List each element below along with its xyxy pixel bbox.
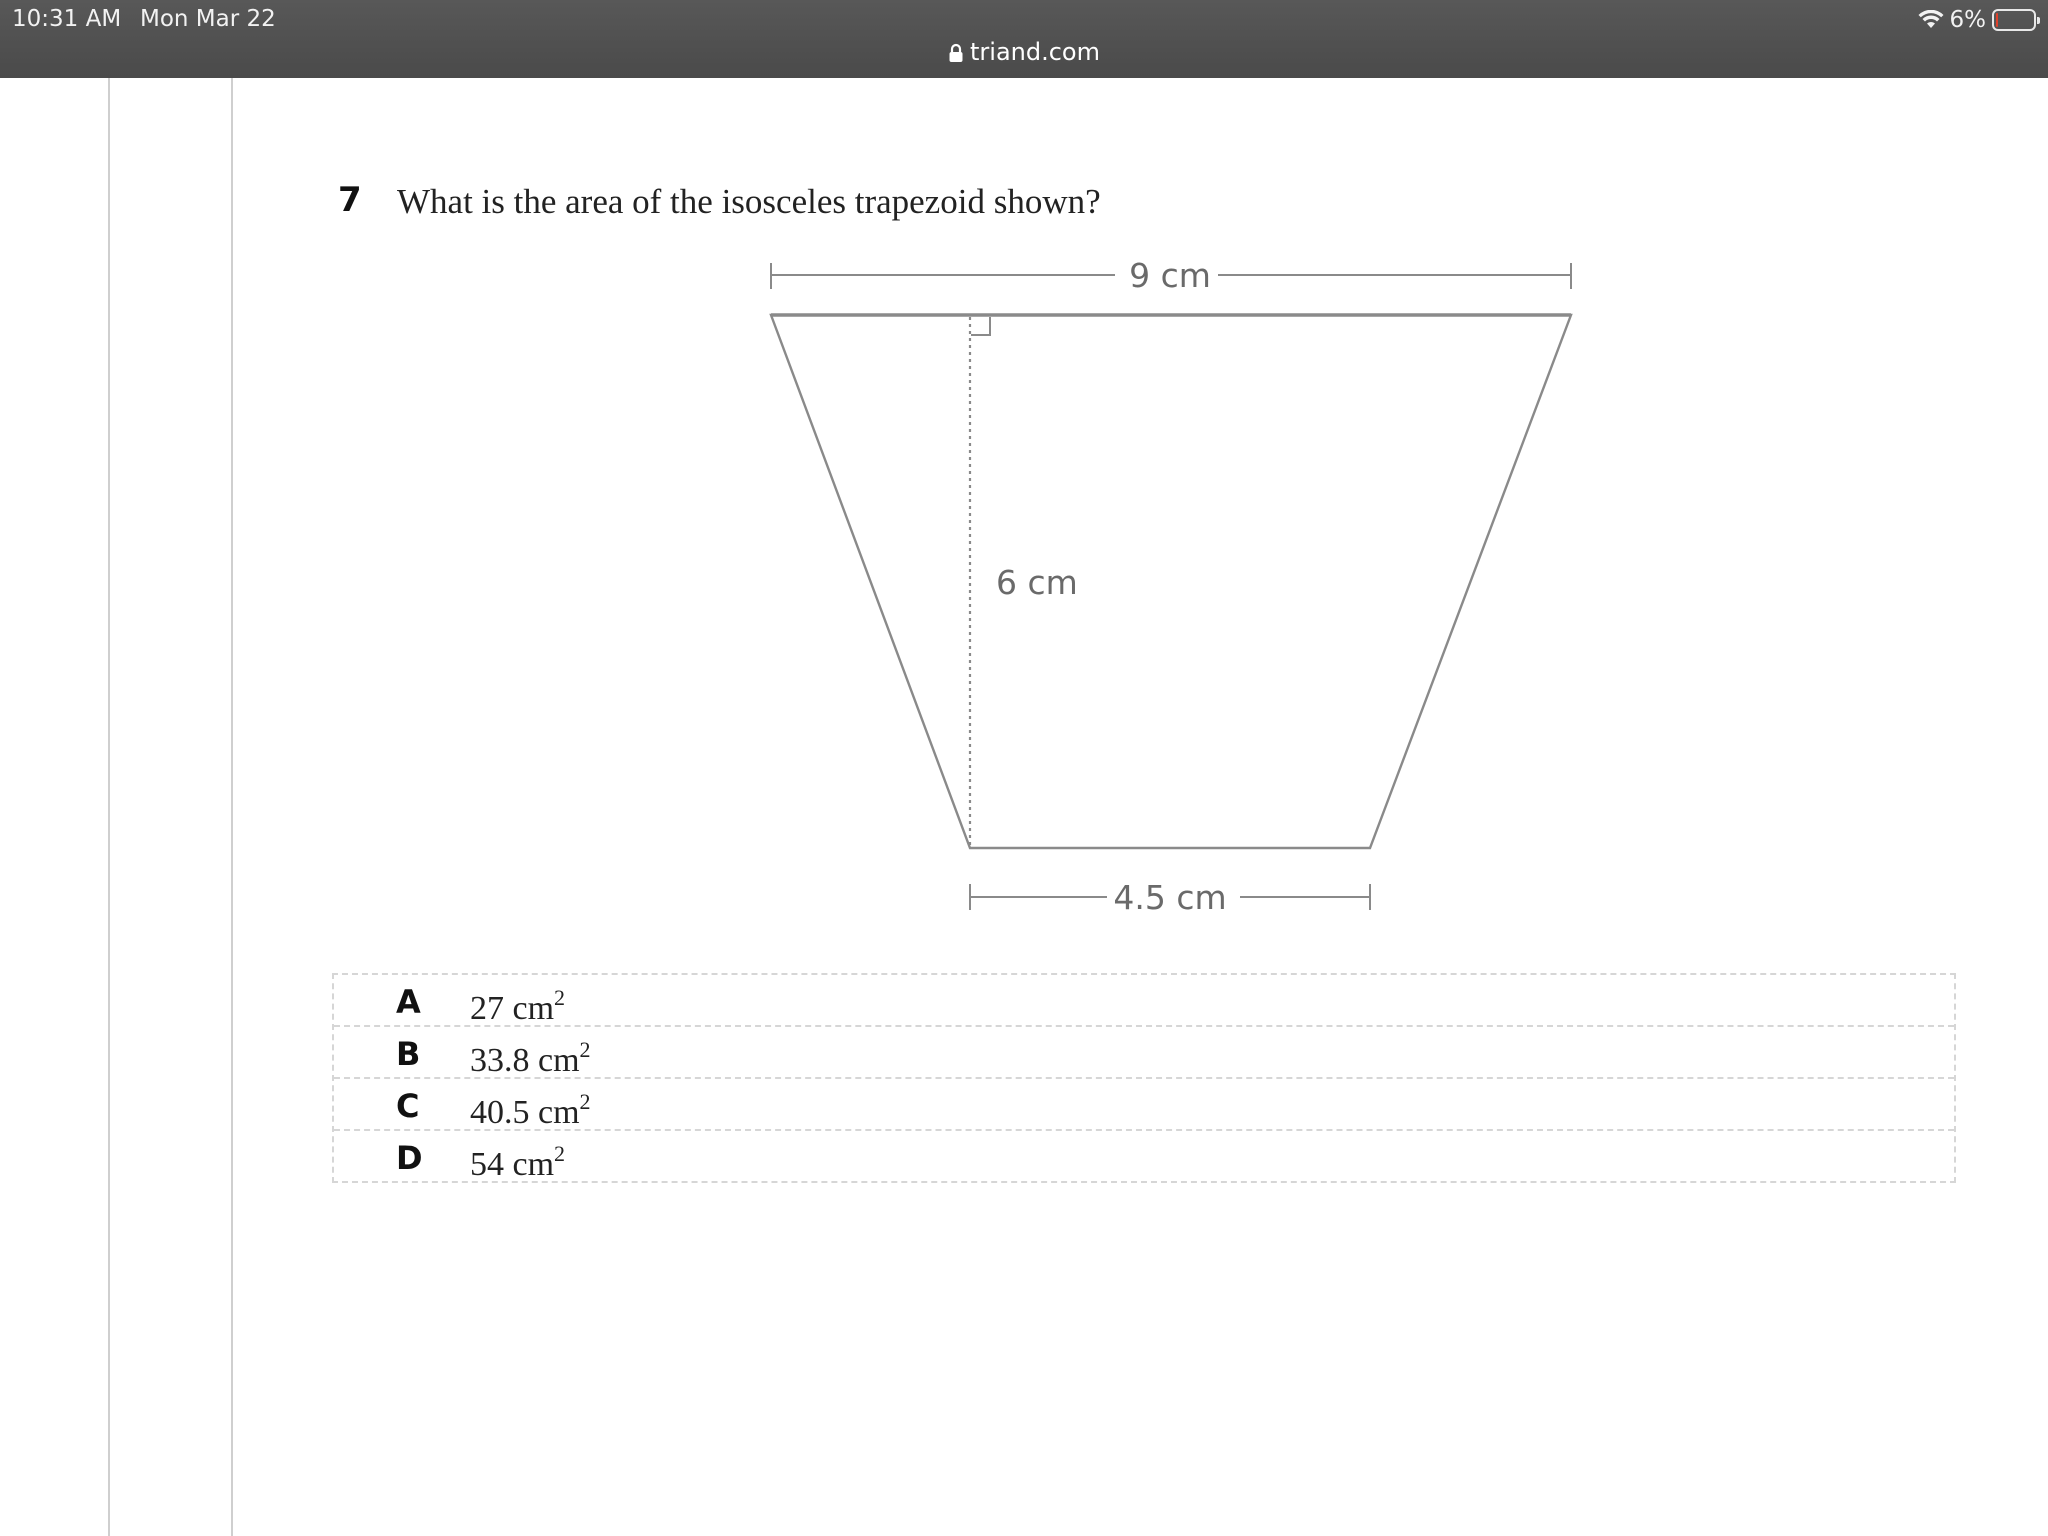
status-time: 10:31 AM <box>12 6 122 32</box>
url-text: triand.com <box>970 38 1100 66</box>
choice-text: 33.8 $cm^2$ <box>470 1037 591 1079</box>
choice-letter: D <box>396 1139 423 1177</box>
choice-letter: A <box>396 983 421 1021</box>
bottom-base-label: 4.5 cm <box>1113 878 1227 917</box>
question-number: 7 <box>338 180 362 220</box>
choice-b[interactable] <box>334 1027 1954 1079</box>
top-base-label: 9 cm <box>1129 256 1211 295</box>
choice-c[interactable] <box>334 1079 1954 1131</box>
question-text: What is the area of the isosceles trapezoid shown? <box>397 182 1101 221</box>
answer-choices <box>332 973 1956 1183</box>
choice-letter: C <box>396 1087 420 1125</box>
choice-text: 54 $cm^2$ <box>470 1141 566 1183</box>
height-label: 6 cm <box>996 563 1078 602</box>
choice-d[interactable] <box>334 1131 1954 1181</box>
right-angle-marker <box>971 317 990 335</box>
battery-percent: 6% <box>1949 7 1986 33</box>
choice-a[interactable] <box>334 975 1954 1027</box>
choice-letter: B <box>396 1035 421 1073</box>
choice-text: 40.5 $cm^2$ <box>470 1089 591 1131</box>
status-date: Mon Mar 22 <box>140 6 276 32</box>
choice-text: 27 $cm^2$ <box>470 985 566 1027</box>
trapezoid-shape <box>771 315 1571 848</box>
